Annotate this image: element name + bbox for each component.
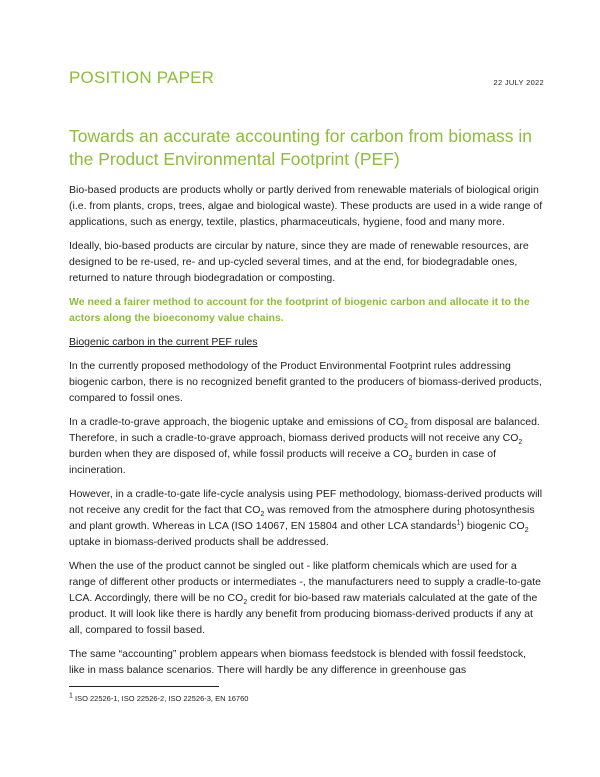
footnote-marker: 1 [69,692,73,700]
header-title: POSITION PAPER [69,68,215,87]
highlight-statement: We need a fairer method to account for the footprint of biogenic carbon and allocate it to the actors along the bioeconomy value chains. [69,296,530,324]
paragraph-intro: Bio-based products are products wholly or partly derived from renewable materials of biological origin (i.e. from plants, crops, trees, algae and biological waste). These products are used in a wide range of applications, such as energy, textile, plastics, pharmaceuticals, hygiene, food and many more. [69,184,543,228]
subscript-2: 2 [404,423,408,431]
text-span: from disposal are balanced. Therefore, in such a cradle-to-grave approach, biomass derived products will not receive any CO [69,416,540,444]
footnote-ref: 1 [456,519,461,527]
subscript-2: 2 [408,455,413,463]
section-heading: Biogenic carbon in the current PEF rules [69,336,258,348]
text-span: burden in case of incineration. [69,448,497,476]
paragraph-pef-methodology: In the currently proposed methodology of the Product Environmental Footprint rules addressing biogenic carbon, there is no recognized benefit granted to the producers of biomass-derived products, compared to fossil ones. [69,360,542,404]
paragraph-mass-balance: The same “accounting” problem appears when biomass feedstock is blended with fossil feedstock, like in mass balance scenarios. There will hardly be any difference in greenhouse gas [69,648,526,676]
header-date: 22 JULY 2022 [493,78,544,87]
footnote [69,694,248,703]
subscript-2: 2 [524,527,529,535]
text-span: uptake in biomass-derived products shall be addressed. [69,536,329,548]
subscript-2: 2 [518,439,523,447]
paragraph-cradle-to-gate [69,486,544,550]
document-body [69,182,544,686]
subscript-2: 2 [243,599,248,607]
text-span: was removed from the atmosphere during photosynthesis and plant growth. Whereas in LCA (ISO 14067, EN 15804 and other LCA standards [69,504,535,532]
text-span: ) biogenic CO [460,520,525,532]
subscript-2: 2 [260,511,265,519]
document-title: Towards an accurate accounting for carbon from biomass in the Product Environmental Footprint (PEF) [69,126,533,169]
text-span: credit for bio-based raw materials calculated at the gate of the product. It will look like there is hardly any benefit from producing biomass-derived products if any at all, compared to fossil based. [69,592,538,636]
paragraph-circular: Ideally, bio-based products are circular by nature, since they are made of renewable resources, are designed to be re-used, re- and up-cycled several times, and at the end, for biodegradable ones, returned to nature through biodegradation or composting. [69,240,529,284]
footnote-text: ISO 22526-1, ISO 22526-2, ISO 22526-3, EN 16760 [72,694,249,703]
text-span: However, in a cradle-to-gate life-cycle analysis using PEF methodology, biomass-derived products will not receive any credit for the fact that CO [69,488,543,516]
footnote-divider [69,686,219,687]
paragraph-cradle-to-grave [69,414,544,478]
paragraph-platform-chemicals [69,558,544,638]
text-span: burden when they are disposed of, while fossil products will receive a CO [69,448,409,460]
text-span: When the use of the product cannot be singled out - like platform chemicals which are used for a range of different other products or intermediates -, the manufacturers need to supply a cradle-to-gate LCA. Accordingly, there will be no CO [69,560,541,604]
text-span: In a cradle-to-grave approach, the biogenic uptake and emissions of CO [69,416,405,428]
